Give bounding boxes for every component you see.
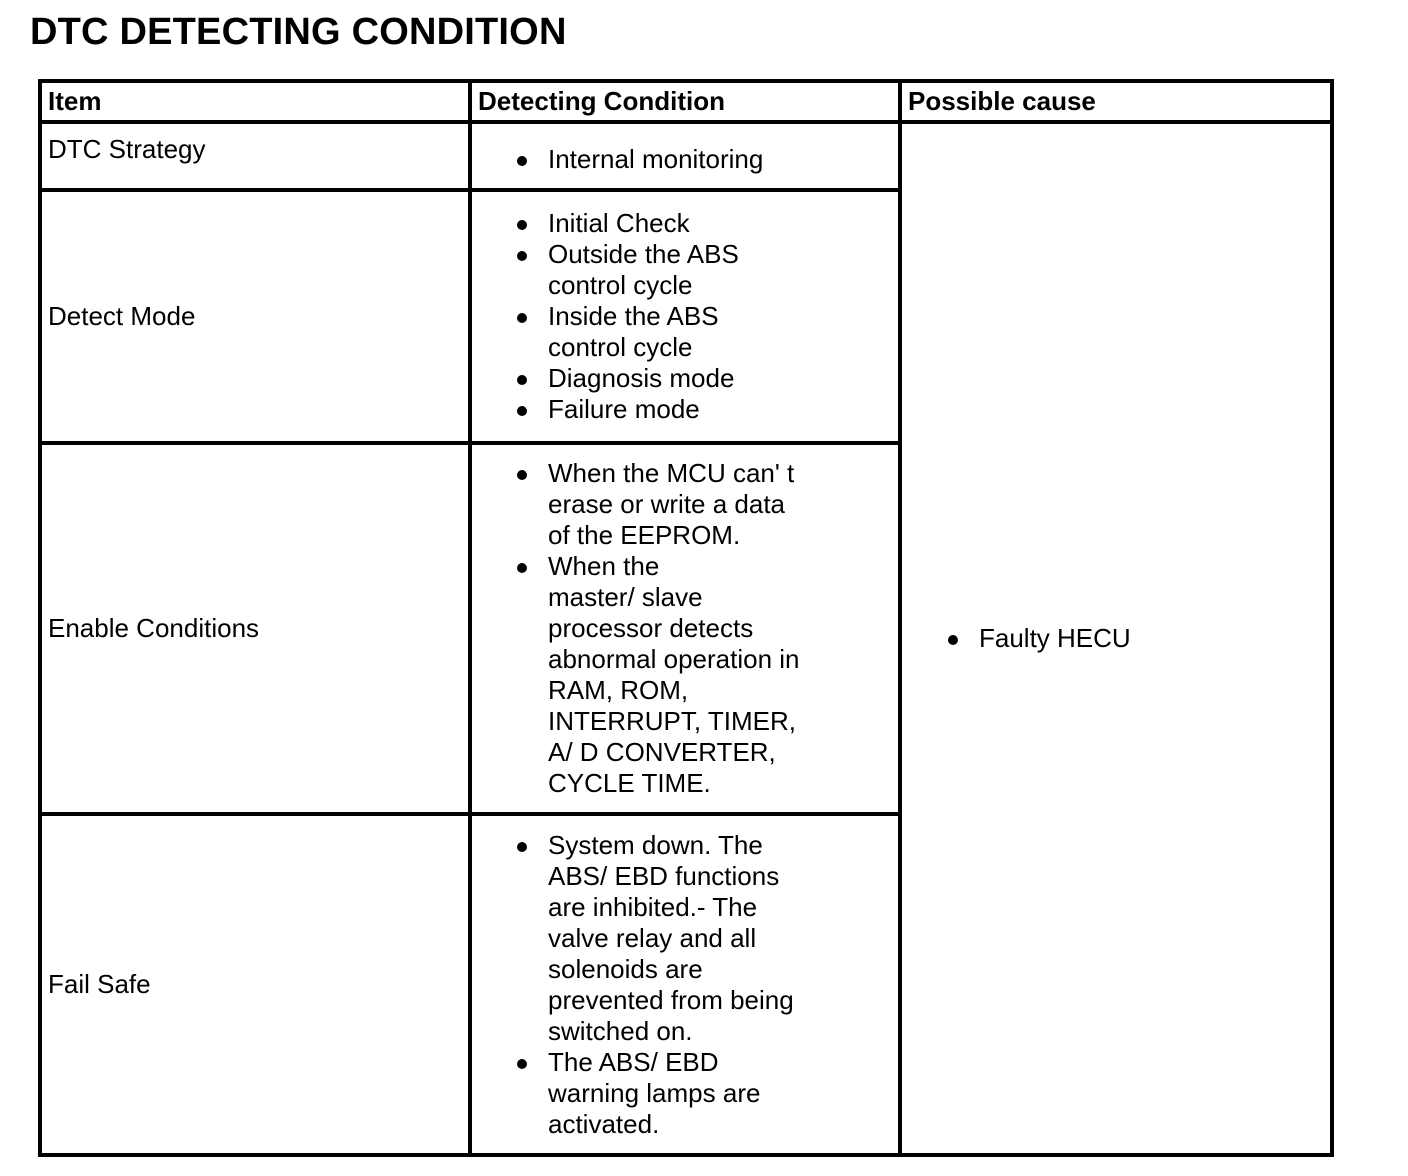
table-header-row <box>40 81 1332 122</box>
condition-list <box>472 208 828 425</box>
condition-bullet: Initial Check <box>548 208 828 239</box>
condition-fail-safe <box>470 814 900 1155</box>
possible-cause-cell <box>900 122 1332 1155</box>
condition-detect-mode <box>470 190 900 443</box>
cause-bullet: Faulty HECU <box>979 623 1299 654</box>
condition-list <box>472 144 828 175</box>
dtc-condition-table <box>38 79 1334 1157</box>
page-title: DTC DETECTING CONDITION <box>30 11 567 53</box>
header-item: Item <box>40 81 470 122</box>
condition-bullet: System down. The ABS/ EBD functions are inhibited.- The valve relay and all solenoids are prevented from being switched on. <box>548 830 828 1047</box>
condition-bullet: The ABS/ EBD warning lamps are activated. <box>548 1047 828 1140</box>
table-row-dtc-strategy <box>40 122 1332 190</box>
item-detect-mode: Detect Mode <box>40 190 470 443</box>
condition-bullet: Diagnosis mode <box>548 363 828 394</box>
item-enable-conditions: Enable Conditions <box>40 443 470 814</box>
condition-bullet: When the master/ slave processor detects abnormal operation in RAM, ROM, INTERRUPT, TIMER, A/ D CONVERTER, CYCLE TIME. <box>548 551 828 799</box>
item-fail-safe: Fail Safe <box>40 814 470 1155</box>
header-detecting-condition: Detecting Condition <box>470 81 900 122</box>
condition-bullet: Inside the ABS control cycle <box>548 301 828 363</box>
condition-list <box>472 458 828 799</box>
condition-list <box>472 830 828 1140</box>
condition-bullet: When the MCU can' t erase or write a data of the EEPROM. <box>548 458 828 551</box>
condition-dtc-strategy <box>470 122 900 190</box>
condition-bullet: Internal monitoring <box>548 144 828 175</box>
condition-enable-conditions <box>470 443 900 814</box>
condition-bullet: Outside the ABS control cycle <box>548 239 828 301</box>
item-dtc-strategy: DTC Strategy <box>40 122 470 190</box>
cause-list <box>902 623 1299 654</box>
condition-bullet: Failure mode <box>548 394 828 425</box>
header-possible-cause: Possible cause <box>900 81 1332 122</box>
